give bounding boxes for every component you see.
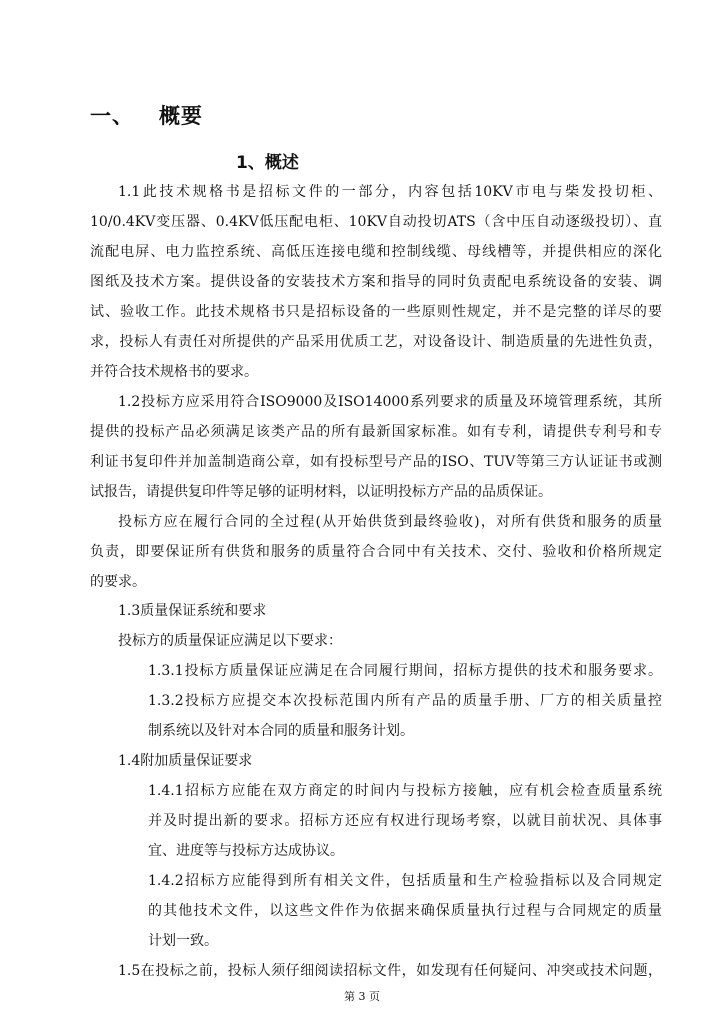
text-line: 提供的投标产品必须满足该类产品的所有最新国家标准。如有专利，请提供专利号和专 — [90, 423, 662, 440]
text-line: 利证书复印件并加盖制造商公章，如有投标型号产品的ISO、TUV等第三方认证证书或测 — [90, 453, 662, 470]
text-line: 并符合技术规格书的要求。 — [90, 363, 258, 380]
text-line: 1.3.2投标方应提交本次投标范围内所有产品的质量手册、厂方的相关质量控 — [148, 693, 662, 710]
text-line: 投标方应在履行合同的全过程(从开始供货到最终验收)，对所有供货和服务的质量 — [118, 513, 662, 530]
chapter-title: 概要 — [158, 104, 203, 128]
text-line: 试报告，请提供复印件等足够的证明材料，以证明投标方产品的品质保证。 — [90, 483, 552, 500]
text-line: 10/0.4KV变压器、0.4KV低压配电柜、10KV自动投切ATS（含中压自动逐级投切）、直 — [90, 213, 662, 230]
text-line: 求，投标人有责任对所提供的产品采用优质工艺，对设备设计、制造质量的先进性负责， — [90, 333, 662, 350]
page-number: 第 3 页 — [344, 990, 380, 1003]
text-line: 1.3.1投标方质量保证应满足在合同履行期间，招标方提供的技术和服务要求。 — [148, 663, 662, 680]
section-heading: 1、概述 — [236, 153, 299, 173]
text-line: 1.1此技术规格书是招标文件的一部分，内容包括10KV市电与柴发投切柜、 — [118, 184, 662, 200]
text-line: 图纸及技术方案。提供设备的安装技术方案和指导的同时负责配电系统设备的安装、调 — [90, 273, 662, 290]
text-line: 投标方的质量保证应满足以下要求： — [118, 633, 342, 650]
text-line: 试、验收工作。此技术规格书只是招标设备的一些原则性规定，并不是完整的详尽的要 — [90, 303, 662, 320]
text-line: 1.4.2招标方应能得到所有相关文件，包括质量和生产检验指标以及合同规定 — [148, 873, 662, 890]
text-line: 宜、进度等与投标方达成协议。 — [148, 843, 344, 860]
text-line: 1.2投标方应采用符合ISO9000及ISO14000系列要求的质量及环境管理系统，其所 — [118, 393, 662, 410]
chapter-number: 一、 — [90, 104, 134, 128]
text-line: 的其他技术文件，以这些文件作为依据来确保质量执行过程与合同规定的质量 — [148, 903, 662, 920]
text-line: 并及时提出新的要求。招标方还应有权进行现场考察，以就目前状况、具体事 — [148, 813, 662, 830]
text-line: 流配电屏、电力监控系统、高低压连接电缆和控制线缆、母线槽等，并提供相应的深化 — [90, 243, 662, 260]
text-line: 1.5在投标之前，投标人须仔细阅读招标文件，如发现有任何疑问、冲突或技术问题， — [118, 963, 662, 979]
text-line: 计划一致。 — [148, 933, 218, 950]
text-line: 1.4.1招标方应能在双方商定的时间内与投标方接触，应有机会检查质量系统 — [148, 783, 662, 800]
text-line: 1.4附加质量保证要求 — [118, 753, 253, 770]
text-line: 制系统以及针对本合同的质量和服务计划。 — [148, 723, 414, 740]
text-line: 的要求。 — [90, 573, 146, 590]
text-line: 1.3质量保证系统和要求 — [118, 603, 267, 620]
text-line: 负责，即要保证所有供货和服务的质量符合合同中有关技术、交付、验收和价格所规定 — [90, 543, 662, 560]
chapter-heading — [90, 100, 203, 130]
